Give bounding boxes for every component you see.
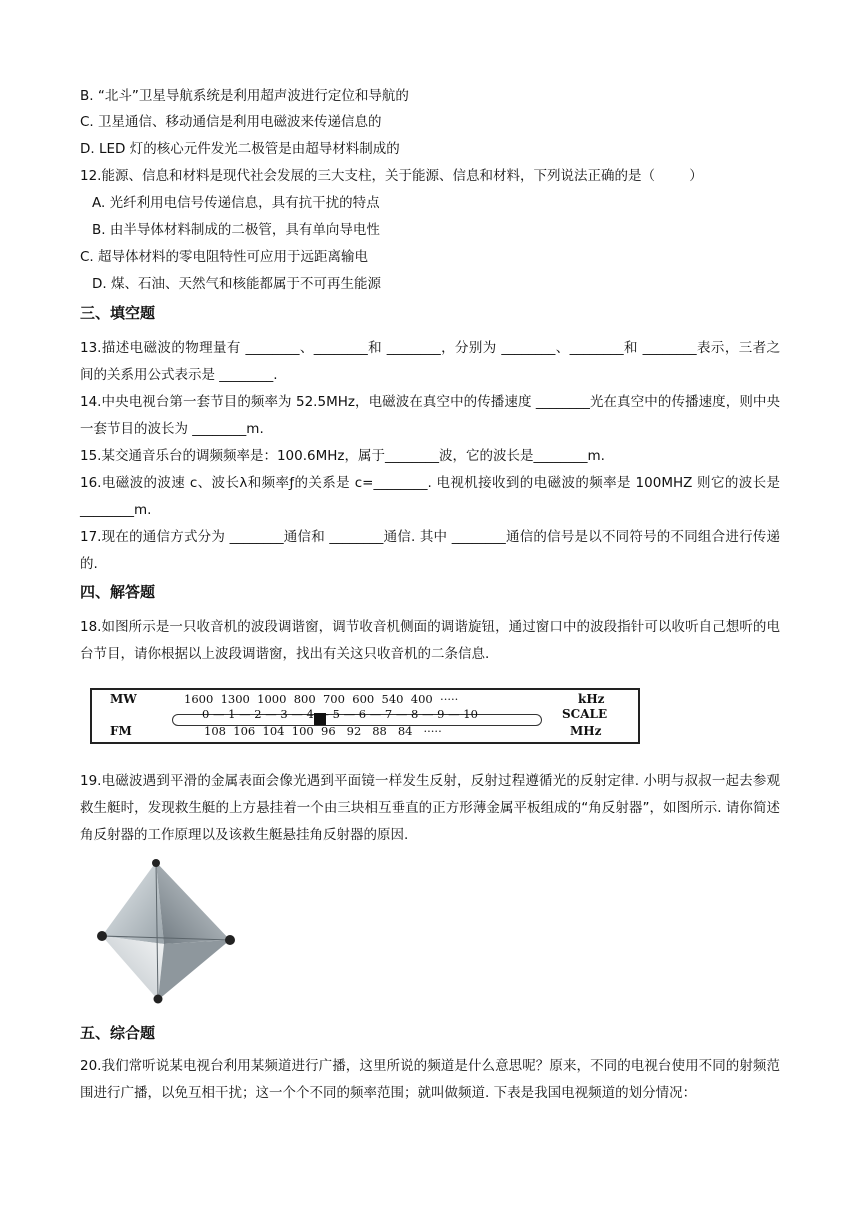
question-15: 15.某交通音乐台的调频频率是：100.6MHz，属于________波，它的波长是________m. — [80, 448, 605, 464]
mhz-label: MHz — [570, 724, 602, 738]
question-12: 12.能源、信息和材料是现代社会发展的三大支柱，关于能源、信息和材料，下列说法正确的是（ ） — [80, 168, 703, 184]
question-20: 20.我们常听说某电视台利用某频道进行广播，这里所说的频道是什么意思呢？原来，不同的电视台使用不同的射频范围进行广播，以免互相干扰；这一个个不同的频率范围；就叫做频道. 下表是我国电视频道的划分情况： — [80, 1058, 780, 1101]
question-14: 14.中央电视台第一套节目的频率为 52.5MHz，电磁波在真空中的传播速度 ________光在真空中的传播速度，则中央一套节目的波长为 ________m. — [80, 394, 780, 437]
section-heading-fill: 三、填空题 — [80, 304, 156, 322]
section-heading-answer: 四、解答题 — [80, 583, 156, 601]
option-11c: C. 卫星通信、移动通信是利用电磁波来传递信息的 — [80, 114, 382, 130]
option-12d: D. 煤、石油、天然气和核能都属于不可再生能源 — [92, 276, 381, 292]
section-heading-comprehensive: 五、综合题 — [80, 1024, 156, 1042]
option-12b: B. 由半导体材料制成的二极管，具有单向导电性 — [92, 222, 380, 238]
mw-label: MW — [110, 692, 137, 706]
corner-reflector-image — [94, 858, 236, 1006]
question-16: 16.电磁波的波速 c、波长λ和频率ƒ的关系是 c=________. 电视机接收到的电磁波的频率是 100MHZ 则它的波长是________m. — [80, 475, 780, 518]
scale-label: SCALE — [562, 707, 608, 721]
option-12c: C. 超导体材料的零电阻特性可应用于远距离输电 — [80, 249, 369, 265]
khz-label: kHz — [578, 692, 605, 706]
question-17: 17.现在的通信方式分为 ________通信和 ________通信. 其中 ________通信的信号是以不同符号的不同组合进行传递的. — [80, 529, 780, 572]
question-13: 13.描述电磁波的物理量有 ________、________和 ________，分别为 ________、________和 ________表示，三者之间的关系用公式表示是 ________. — [80, 340, 780, 383]
question-18: 18.如图所示是一只收音机的波段调谐窗，调节收音机侧面的调谐旋钮，通过窗口中的波段指针可以收听自己想听的电台节目，请你根据以上波段调谐窗，找出有关这只收音机的二条信息. — [80, 619, 780, 662]
fm-label: FM — [110, 724, 132, 738]
scale-marks: 0 — 1 — 2 — 3 — 4 — 5 — 6 — 7 — 8 — 9 — 10 — [202, 707, 478, 721]
option-11b: B. “北斗”卫星导航系统是利用超声波进行定位和导航的 — [80, 88, 409, 104]
radio-tuning-dial — [90, 688, 640, 744]
option-11d: D. LED 灯的核心元件发光二极管是由超导材料制成的 — [80, 141, 400, 157]
question-19: 19.电磁波遇到平滑的金属表面会像光遇到平面镜一样发生反射，反射过程遵循光的反射定律. 小明与叔叔一起去参观救生艇时，发现救生艇的上方悬挂着一个由三块相互垂直的正方形薄金属平板组成的“角反射器”，如图所示. 请你简述角反射器的工作原理以及该救生艇悬挂角反射器的原因. — [80, 773, 780, 843]
option-12a: A. 光纤利用电信号传递信息，具有抗干扰的特点 — [92, 195, 380, 211]
mw-scale: 1600 1300 1000 800 700 600 540 400 ····· — [184, 692, 459, 706]
fm-scale: 108 106 104 100 96 92 88 84 ····· — [204, 724, 442, 738]
